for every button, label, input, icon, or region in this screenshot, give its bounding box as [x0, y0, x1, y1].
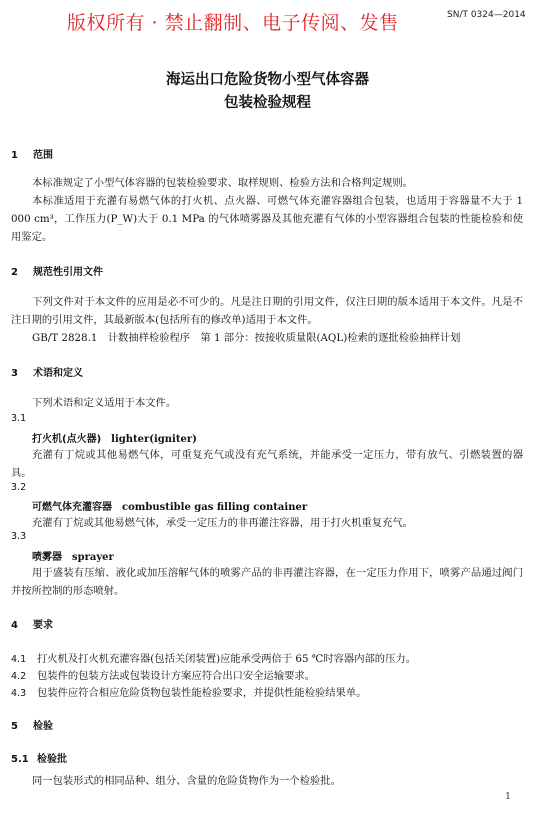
- term-chinese: 打火机(点火器): [32, 434, 102, 445]
- section-title: 术语和定义: [33, 368, 83, 379]
- requirement-item: [11, 667, 315, 682]
- section-title: 范围: [33, 150, 53, 161]
- subsection-5-1-text: 同一包装形式的相同品种、组分、含量的危险货物作为一个检验批。: [32, 775, 341, 787]
- term-english: sprayer: [72, 552, 114, 563]
- requirement-text: 包装件应符合相应危险货物包装性能检验要求，并提供性能检验结果单。: [37, 687, 367, 699]
- requirement-number: 4.2: [11, 671, 27, 682]
- term-heading: [32, 498, 307, 513]
- section-1-paragraph-2: 本标准适用于充灌有易燃气体的打火机、点火器、可燃气体充灌容器组合包装，也适用于容器量不大于 1 000 cm³，工作压力(P_W)大于 0.1 MPa 的气体喷雾器及其他充灌有气体的小型容器组合包装的性能检验和使用鉴定。: [11, 195, 523, 243]
- section-title: 规范性引用文件: [33, 267, 103, 278]
- section-3-heading: [11, 364, 83, 379]
- term-english: lighter(igniter): [111, 434, 197, 445]
- normative-reference: GB/T 2828.1 计数抽样检验程序 第 1 部分：按接收质量限(AQL)检索的逐批检验抽样计划: [32, 332, 461, 344]
- requirement-text: 包装件的包装方法或包装设计方案应符合出口安全运输要求。: [37, 670, 316, 682]
- term-definition: 充灌有丁烷或其他易燃气体，可重复充气或没有充气系统，并能承受一定压力，带有放气、引燃装置的器具。: [11, 449, 523, 479]
- section-title: 要求: [33, 620, 53, 631]
- section-3-intro: 下列术语和定义适用于本文件。: [32, 397, 177, 409]
- term-definition: 充灌有丁烷或其他易燃气体，承受一定压力的非再灌注容器，用于打火机重复充气。: [32, 517, 413, 529]
- section-number: 5: [11, 721, 18, 732]
- section-2-paragraph-1: 下列文件对于本文件的应用是必不可少的。凡是注日期的引用文件，仅注日期的版本适用于本文件。凡是不注日期的引用文件，其最新版本(包括所有的修改单)适用于本文件。: [11, 296, 523, 326]
- requirement-text: 打火机及打火机充灌容器(包括关闭装置)应能承受两倍于 65 ℃时容器内部的压力。: [37, 653, 416, 665]
- term-english: combustible gas filling container: [122, 502, 308, 513]
- section-4-heading: [11, 616, 53, 631]
- section-1-paragraph-1: 本标准规定了小型气体容器的包装检验要求、取样规则、检验方法和合格判定规则。: [32, 177, 413, 189]
- term-chinese: 喷雾器: [32, 552, 62, 563]
- term-number: 3.1: [11, 413, 27, 424]
- section-2-heading: [11, 263, 103, 278]
- section-number: 1: [11, 150, 18, 161]
- copyright-watermark: 版权所有 · 禁止翻制、电子传阅、发售: [67, 12, 399, 34]
- section-number: 3: [11, 368, 18, 379]
- subsection-title: 检验批: [37, 754, 67, 765]
- requirement-number: 4.1: [11, 654, 27, 665]
- document-title-line2: 包装检验规程: [224, 95, 311, 111]
- section-number: 4: [11, 620, 18, 631]
- requirement-item: [11, 684, 367, 699]
- requirement-number: 4.3: [11, 688, 27, 699]
- term-heading: [32, 548, 114, 563]
- section-5-heading: [11, 717, 53, 732]
- requirement-item: [11, 650, 416, 665]
- term-number: 3.2: [11, 482, 27, 493]
- term-heading: [32, 430, 197, 445]
- page-number: 1: [505, 791, 512, 802]
- subsection-5-1-heading: [11, 750, 67, 765]
- term-chinese: 可燃气体充灌容器: [32, 502, 112, 513]
- section-title: 检验: [33, 721, 53, 732]
- term-definition: 用于盛装有压缩、液化或加压溶解气体的喷雾产品的非再灌注容器，在一定压力作用下，喷雾产品通过阀门并按所控制的形态喷射。: [11, 567, 523, 597]
- subsection-number: 5.1: [11, 754, 29, 765]
- document-title-line1: 海运出口危险货物小型气体容器: [166, 72, 369, 88]
- standard-number: SN/T 0324—2014: [447, 10, 526, 20]
- term-number: 3.3: [11, 531, 27, 542]
- section-1-heading: [11, 146, 53, 161]
- section-number: 2: [11, 267, 18, 278]
